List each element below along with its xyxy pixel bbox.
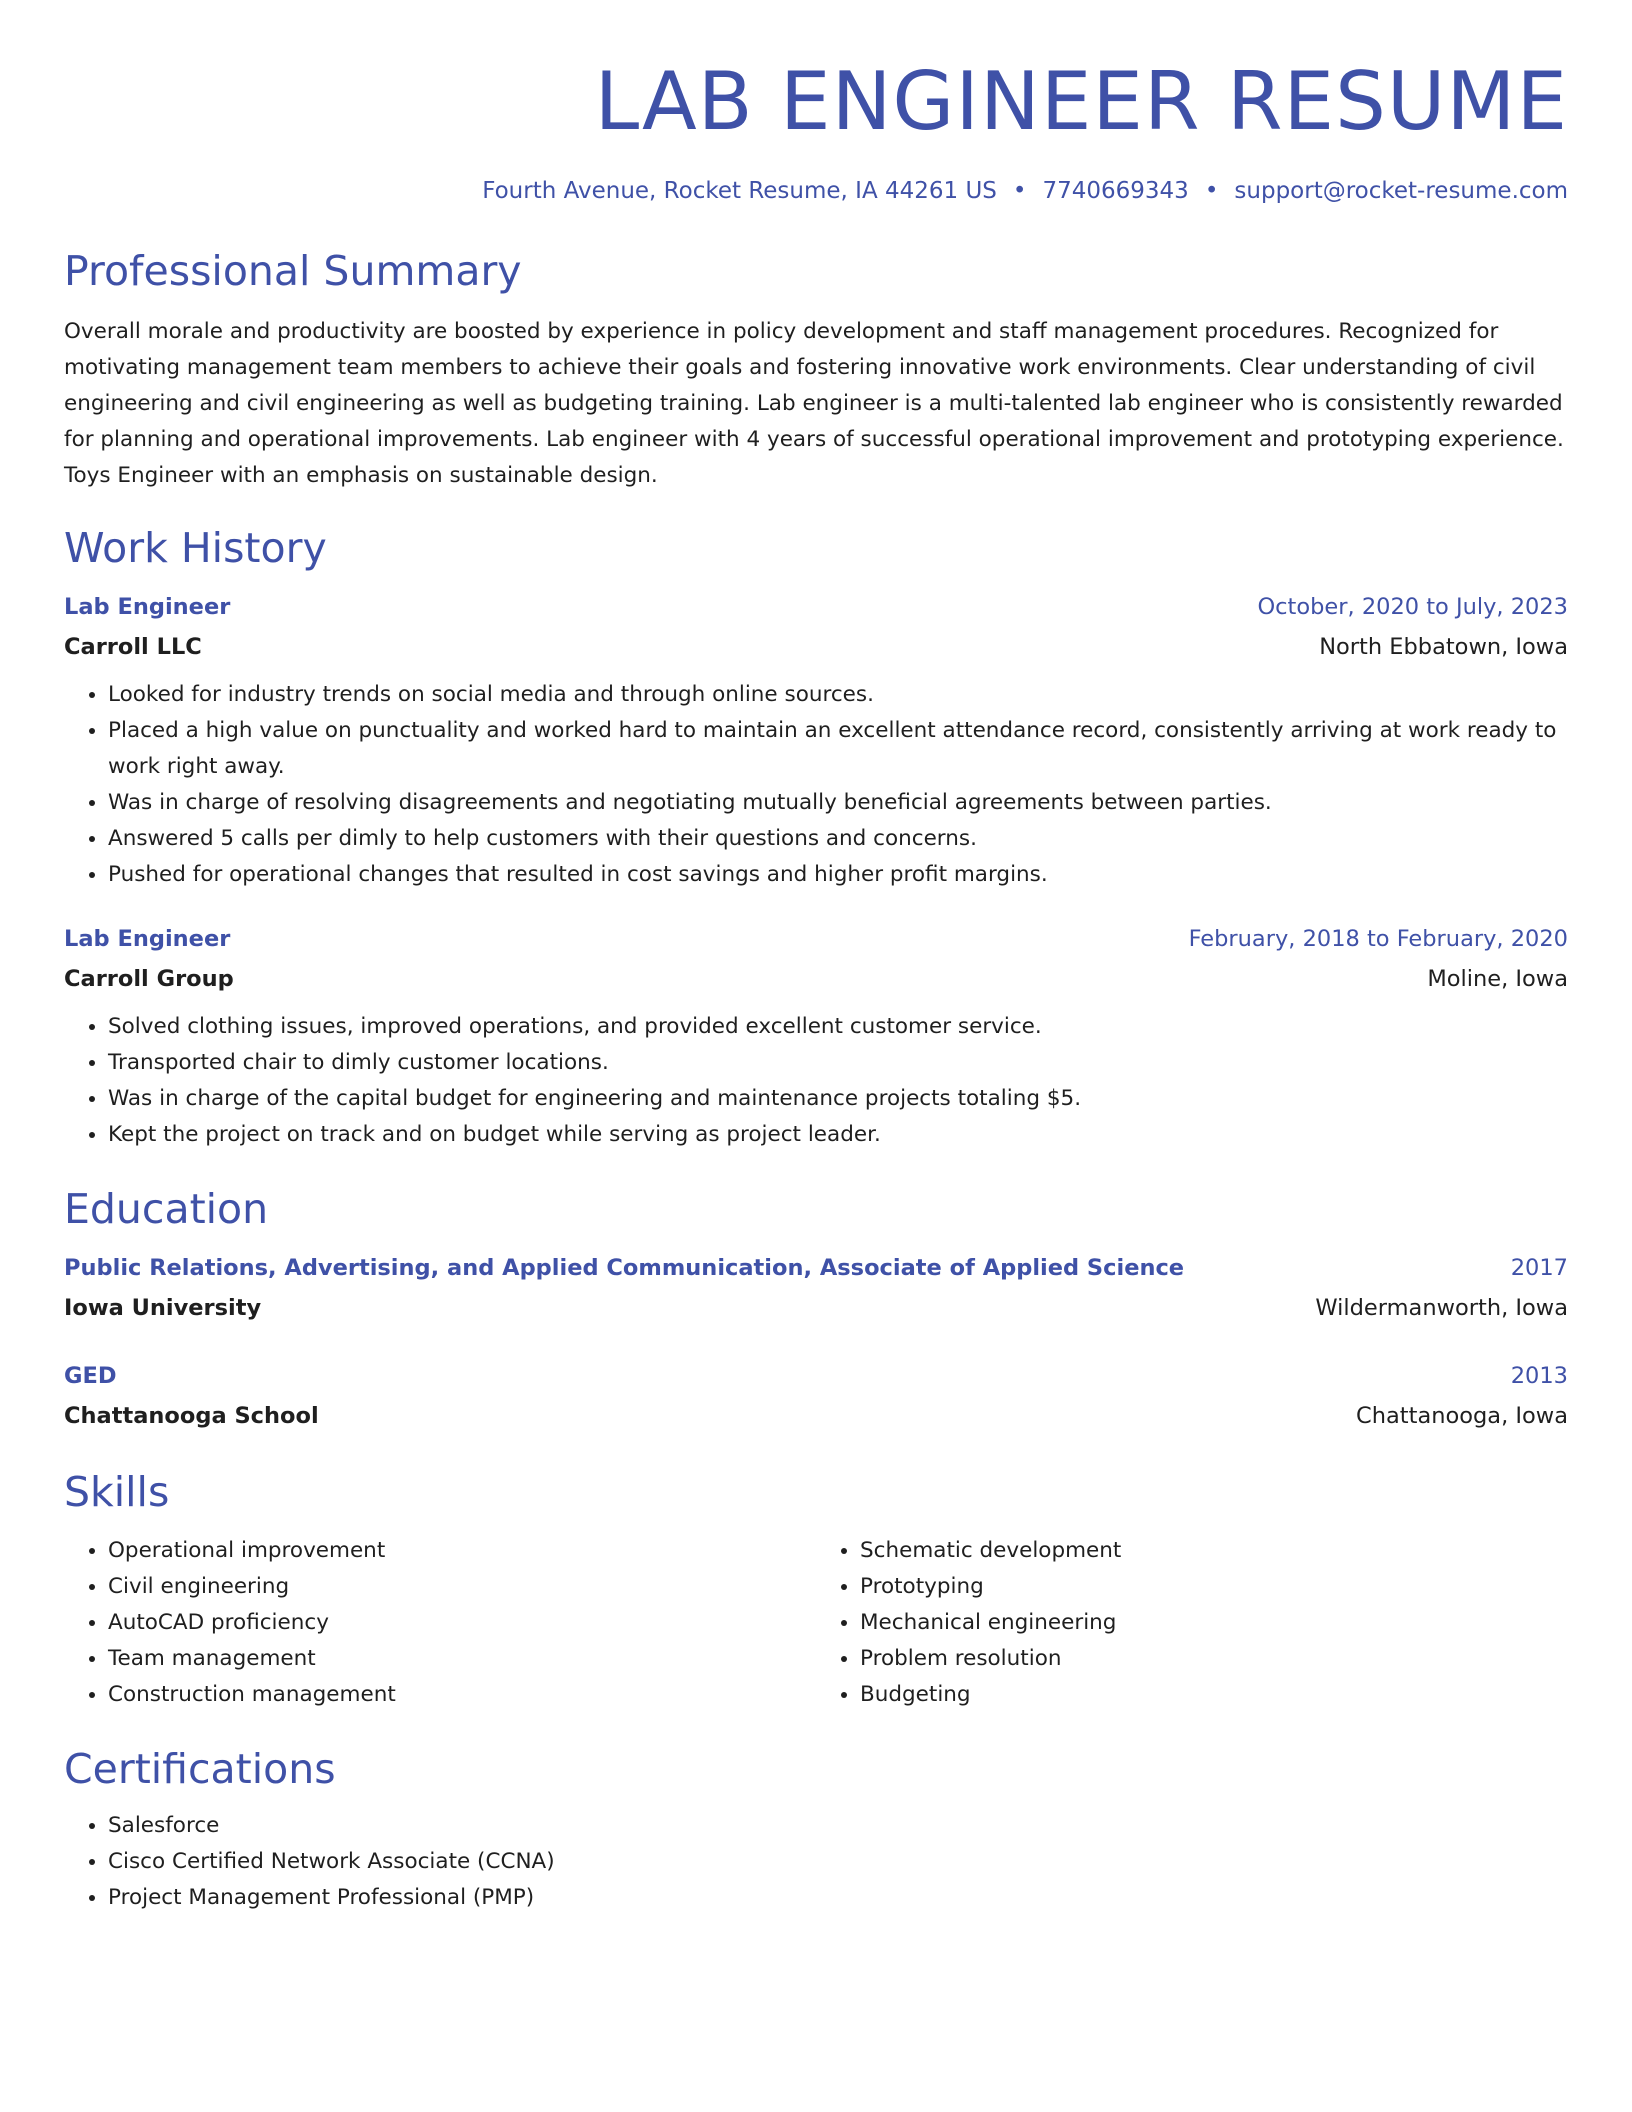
job-title-row — [64, 919, 1568, 959]
section-heading: Certifications — [64, 1745, 336, 1793]
section-heading: Work History — [64, 524, 327, 572]
list-item: • Construction management — [108, 1677, 816, 1713]
contact-address: Fourth Avenue, Rocket Resume, IA 44261 US — [482, 178, 997, 204]
list-item: • Team management — [108, 1641, 816, 1677]
list-item: • Budgeting — [860, 1677, 1568, 1713]
job-bullets — [64, 677, 1568, 893]
skills-list-right — [816, 1533, 1568, 1713]
education-entry — [64, 1356, 1568, 1436]
school-row — [64, 1396, 1568, 1436]
list-item: • Project Management Professional (PMP) — [108, 1880, 1568, 1916]
list-item: • Solved clothing issues, improved operations, and provided excellent customer service. — [108, 1009, 1568, 1045]
contact-line — [64, 180, 1568, 203]
skills-list-left — [64, 1533, 816, 1713]
skills-columns — [64, 1533, 1568, 1713]
job-entry — [64, 587, 1568, 893]
job-location: North Ebbatown, Iowa — [1319, 634, 1568, 660]
school-location: Wildermanworth, Iowa — [1315, 1295, 1568, 1321]
education-entry — [64, 1248, 1568, 1328]
list-item: • Was in charge of the capital budget for engineering and maintenance projects totaling $5. — [108, 1081, 1568, 1117]
list-item: • Schematic development — [860, 1533, 1568, 1569]
degree-title: GED — [64, 1363, 117, 1389]
job-title: Lab Engineer — [64, 926, 231, 952]
school-location: Chattanooga, Iowa — [1356, 1403, 1568, 1429]
job-bullets — [64, 1009, 1568, 1153]
list-item: • Civil engineering — [108, 1569, 816, 1605]
degree-year: 2017 — [1510, 1255, 1568, 1281]
contact-phone: 7740669343 — [1042, 178, 1189, 204]
resume-title: LAB ENGINEER RESUME — [594, 55, 1568, 148]
job-company-row — [64, 627, 1568, 667]
job-dates: October, 2020 to July, 2023 — [1257, 594, 1568, 620]
professional-summary-section — [64, 247, 1568, 494]
section-heading: Education — [64, 1185, 269, 1233]
list-item: • Placed a high value on punctuality and worked hard to maintain an excellent attendance record, consistently arriving at work ready to work right away. — [108, 713, 1568, 785]
certifications-section — [64, 1745, 1568, 1916]
degree-row — [64, 1356, 1568, 1396]
certifications-list — [64, 1808, 1568, 1916]
contact-separator: • — [1012, 178, 1027, 204]
school-name: Chattanooga School — [64, 1403, 319, 1429]
job-company-row — [64, 959, 1568, 999]
list-item: • Operational improvement — [108, 1533, 816, 1569]
school-row — [64, 1288, 1568, 1328]
job-company: Carroll LLC — [64, 634, 202, 660]
skills-section — [64, 1468, 1568, 1713]
list-item: • AutoCAD proficiency — [108, 1605, 816, 1641]
list-item: • Pushed for operational changes that resulted in cost savings and higher profit margins. — [108, 857, 1568, 893]
list-item: • Transported chair to dimly customer locations. — [108, 1045, 1568, 1081]
degree-row — [64, 1248, 1568, 1288]
list-item: • Looked for industry trends on social media and through online sources. — [108, 677, 1568, 713]
job-company: Carroll Group — [64, 966, 234, 992]
degree-title: Public Relations, Advertising, and Applied Communication, Associate of Applied Science — [64, 1255, 1185, 1281]
job-title: Lab Engineer — [64, 594, 231, 620]
resume-header — [64, 55, 1568, 204]
job-entry — [64, 919, 1568, 1153]
list-item: • Was in charge of resolving disagreements and negotiating mutually beneficial agreements between parties. — [108, 785, 1568, 821]
contact-email: support@rocket-resume.com — [1234, 178, 1568, 204]
list-item: • Kept the project on track and on budget while serving as project leader. — [108, 1117, 1568, 1153]
education-section — [64, 1185, 1568, 1436]
contact-separator: • — [1204, 178, 1219, 204]
job-dates: February, 2018 to February, 2020 — [1188, 926, 1568, 952]
section-heading: Professional Summary — [64, 247, 522, 295]
list-item: • Mechanical engineering — [860, 1605, 1568, 1641]
degree-year: 2013 — [1510, 1363, 1568, 1389]
list-item: • Answered 5 calls per dimly to help customers with their questions and concerns. — [108, 821, 1568, 857]
work-history-section — [64, 524, 1568, 1153]
list-item: • Cisco Certified Network Associate (CCNA) — [108, 1844, 1568, 1880]
job-location: Moline, Iowa — [1427, 966, 1568, 992]
list-item: • Prototyping — [860, 1569, 1568, 1605]
section-heading: Skills — [64, 1468, 170, 1516]
list-item: • Problem resolution — [860, 1641, 1568, 1677]
list-item: • Salesforce — [108, 1808, 1568, 1844]
school-name: Iowa University — [64, 1295, 262, 1321]
job-title-row — [64, 587, 1568, 627]
summary-text: Overall morale and productivity are boosted by experience in policy development and staff management procedures. Recognized for motivating management team members to achieve their goals and fostering innovative work environments. Clear understanding of civil engineering and civil engineering as well as budgeting training. Lab engineer is a multi-talented lab engineer who is consistently rewarded for planning and operational improvements. Lab engineer with 4 years of successful operational improvement and prototyping experience. Toys Engineer with an emphasis on sustainable design. — [64, 319, 1564, 488]
